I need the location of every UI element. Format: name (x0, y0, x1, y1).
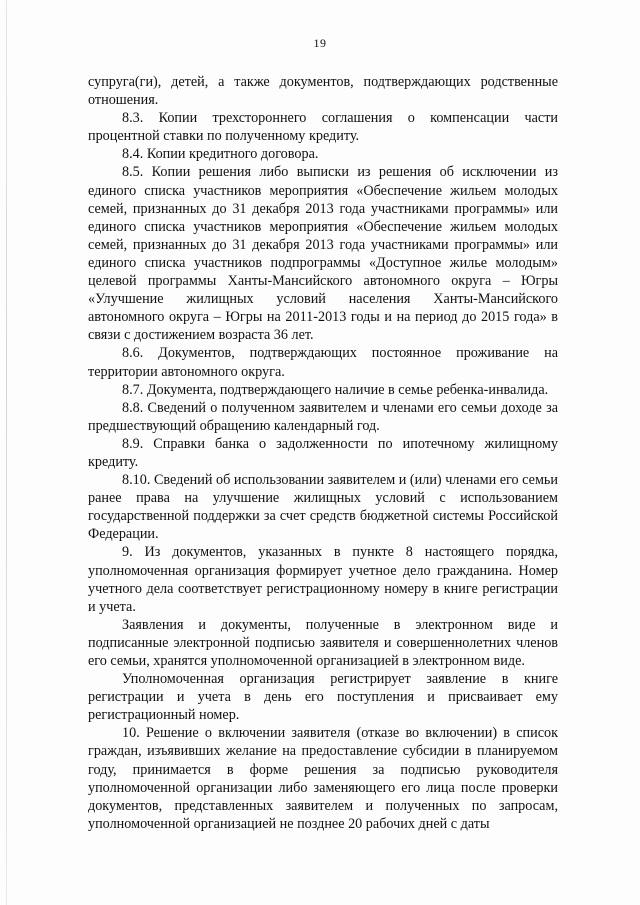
paragraph-electronic-documents: Заявления и документы, полученные в электронном виде и подписанные электронной подписью заявителя и совершеннолетних членов его семьи, хранятся уполномоченной организацией в электронном виде. (88, 616, 558, 669)
document-body (88, 73, 558, 833)
paragraph-8-10: 8.10. Сведений об использовании заявителем и (или) членами его семьи ранее права на улучшение жилищных условий с использованием государственной поддержки за счет средств бюджетной системы Российской Федерации. (88, 472, 558, 543)
paragraph-continuation: супруга(ги), детей, а также документов, подтверждающих родственные отношения. (88, 74, 558, 109)
paragraph-registration: Уполномоченная организация регистрирует заявление в книге регистрации и учета в день его поступления и присваивает ему регистрационный номер. (88, 671, 558, 724)
scan-edge-line (6, 0, 7, 905)
paragraph-9: 9. Из документов, указанных в пункте 8 настоящего порядка, уполномоченная организация формирует учетное дело гражданина. Номер учетного дела соответствует регистрационному номеру в книге регистрации и учета. (88, 544, 558, 615)
paragraph-8-6: 8.6. Документов, подтверждающих постоянное проживание на территории автономного округа. (88, 345, 558, 380)
paragraph-8-9: 8.9. Справки банка о задолженности по ипотечному жилищному кредиту. (88, 435, 558, 470)
paragraph-8-3: 8.3. Копии трехстороннего соглашения о компенсации части процентной ставки по полученному кредиту. (88, 110, 558, 145)
paragraph-8-7: 8.7. Документа, подтверждающего наличие в семье ребенка-инвалида. (122, 381, 549, 398)
paragraph-8-8: 8.8. Сведений о полученном заявителем и членами его семьи доходе за предшествующий обращению календарный год. (88, 399, 558, 434)
paragraph-10: 10. Решение о включении заявителя (отказе во включении) в список граждан, изъявивших желание на предоставление субсидии в планируемом году, принимается в форме решения за подписью руководителя уполномоченной организации либо заменяющего его лица после проверки документов, представленных заявителем и полученных по запросам, уполномоченной организацией не позднее 20 рабочих дней с даты (88, 725, 558, 832)
paragraph-8-4: 8.4. Копии кредитного договора. (122, 146, 319, 163)
page-number: 19 (313, 36, 327, 50)
paragraph-8-5: 8.5. Копии решения либо выписки из решения об исключении из единого списка участников мероприятия «Обеспечение жильем молодых семей, признанных до 31 декабря 2013 года участниками программы» или единого списка участников мероприятия «Обеспечение жильем молодых семей, признанных до 31 декабря 2013 года участниками программы» или единого списка участников подпрограммы «Доступное жилье молодым» целевой программы Ханты-Мансийского автономного округа – Югры «Улучшение жилищных условий населения Ханты-Мансийского автономного округа – Югры на 2011-2013 годы и на период до 2015 года» в связи с достижением возраста 36 лет. (88, 164, 558, 344)
